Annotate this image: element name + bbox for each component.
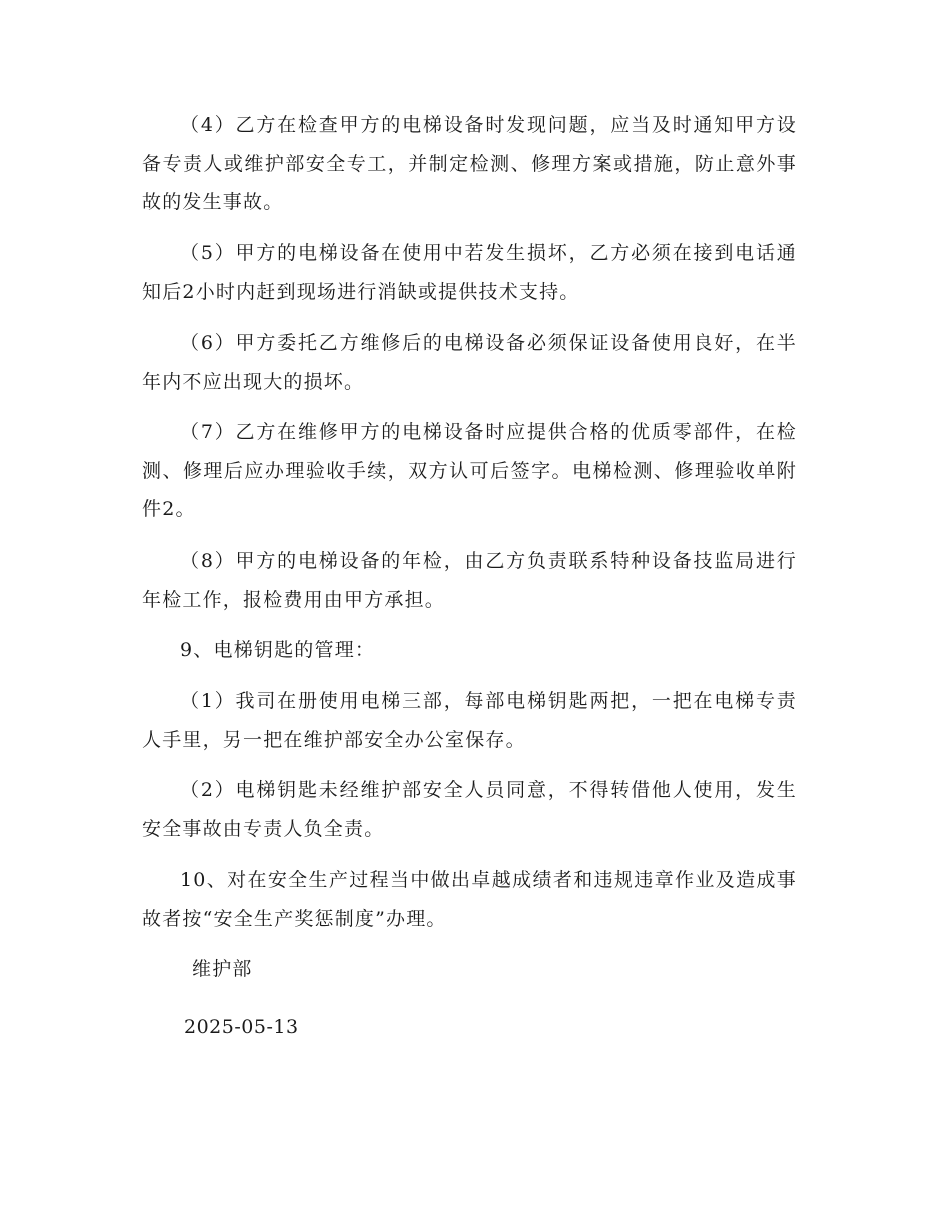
paragraph-item-10: 10、对在安全生产过程当中做出卓越成绩者和违规违章作业及造成事故者按“安全生产奖惩制度”办理。 — [142, 869, 797, 930]
paragraph-item-7: （7）乙方在维修甲方的电梯设备时应提供合格的优质零部件，在检测、修理后应办理验收手续，双方认可后签字。电梯检测、修理验收单附件2。 — [142, 421, 797, 520]
department-signature: 维护部 — [192, 958, 253, 980]
paragraph-item-8: （8）甲方的电梯设备的年检，由乙方负责联系特种设备技监局进行年检工作，报检费用由甲方承担。 — [142, 550, 797, 611]
section-heading-elevator-keys: 9、电梯钥匙的管理： — [180, 639, 376, 661]
paragraph-item-4: （4）乙方在检查甲方的电梯设备时发现问题，应当及时通知甲方设备专责人或维护部安全专工，并制定检测、修理方案或措施，防止意外事故的发生事故。 — [142, 114, 797, 213]
paragraph-item-6: （6）甲方委托乙方维修后的电梯设备必须保证设备使用良好，在半年内不应出现大的损坏。 — [142, 332, 797, 393]
paragraph-key-item-2: （2）电梯钥匙未经维护部安全人员同意，不得转借他人使用，发生安全事故由专责人负全责。 — [142, 779, 797, 840]
paragraph-item-5: （5）甲方的电梯设备在使用中若发生损坏，乙方必须在接到电话通知后2小时内赶到现场进行消缺或提供技术支持。 — [142, 242, 797, 303]
paragraph-key-item-1: （1）我司在册使用电梯三部，每部电梯钥匙两把，一把在电梯专责人手里，另一把在维护部安全办公室保存。 — [142, 690, 797, 751]
document-date: 2025-05-13 — [184, 1016, 299, 1038]
